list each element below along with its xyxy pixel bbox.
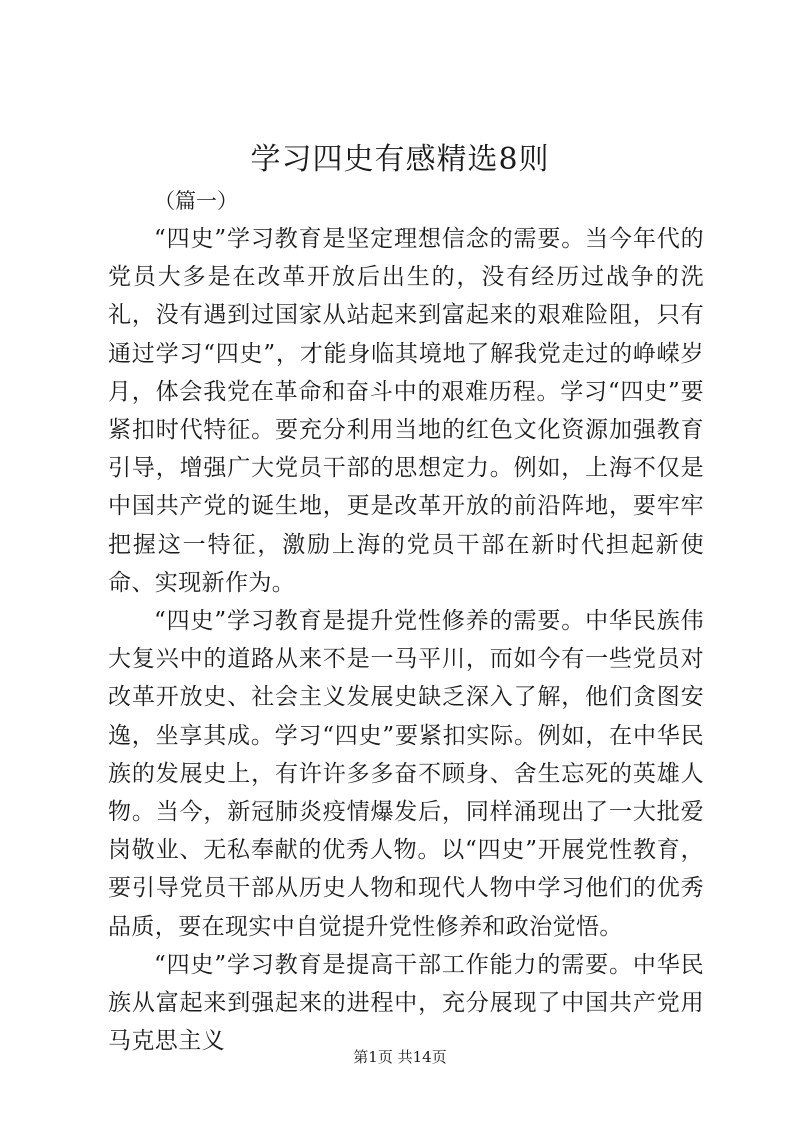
document-body xyxy=(108,184,704,1060)
document-title: 学习四史有感精选8则 xyxy=(250,142,550,177)
page-footer: 第1页 共14页 xyxy=(353,1048,447,1066)
paragraph-3: “四史”学习教育是提高干部工作能力的需要。中华民族从富起来到强起来的进程中，充分展现了中国共产党用马克思主义 xyxy=(108,951,704,1055)
paragraph-2: “四史”学习教育是提升党性修养的需要。中华民族伟大复兴中的道路从来不是一马平川，而如今有一些党员对改革开放史、社会主义发展史缺乏深入了解，他们贪图安逸，坐享其成。学习“四史”要紧扣实际。例如，在中华民族的发展史上，有许许多多奋不顾身、舍生忘死的英雄人物。当今，新冠肺炎疫情爆发后，同样涌现出了一大批爱岗敬业、无私奉献的优秀人物。以“四史”开展党性教育，要引导党员干部从历史人物和现代人物中学习他们的优秀品质，要在现实中自觉提升党性修养和政治觉悟。 xyxy=(108,608,704,940)
section-label: （篇一） xyxy=(154,189,238,213)
paragraph-1: “四史”学习教育是坚定理想信念的需要。当今年代的党员大多是在改革开放后出生的，没有经历过战争的洗礼，没有遇到过国家从站起来到富起来的艰难险阻，只有通过学习“四史”，才能身临其境地了解我党走过的峥嵘岁月，体会我党在革命和奋斗中的艰难历程。学习“四史”要紧扣时代特征。要充分利用当地的红色文化资源加强教育引导，增强广大党员干部的思想定力。例如，上海不仅是中国共产党的诞生地，更是改革开放的前沿阵地，要牢牢把握这一特征，激励上海的党员干部在新时代担起新使命、实现新作为。 xyxy=(108,226,704,596)
